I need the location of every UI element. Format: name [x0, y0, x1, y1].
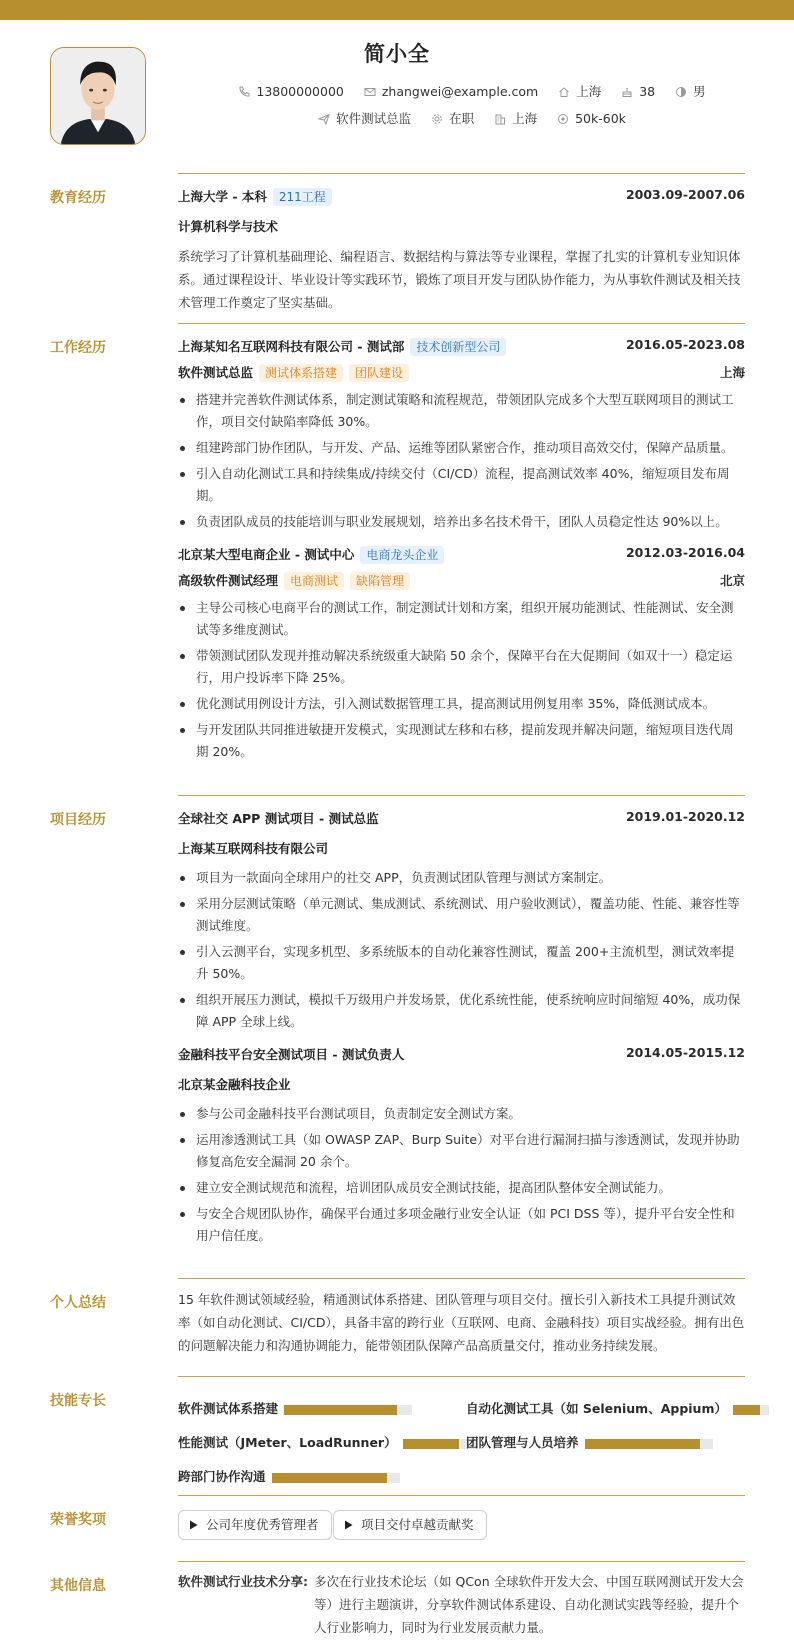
skill-bar [733, 1405, 769, 1415]
list-item: 组建跨部门协作团队，与开发、产品、运维等团队紧密合作，推动项目高效交付，保障产品质量。 [178, 437, 745, 459]
project-bullets [178, 867, 745, 1033]
list-item: 引入自动化测试工具和持续集成/持续交付（CI/CD）流程，提高测试效率 40%，缩短项目发布周期。 [178, 463, 745, 507]
job-role-row [178, 571, 745, 593]
education-body [178, 173, 745, 314]
project-period: 2014.05-2015.12 [625, 1045, 745, 1060]
email-icon [364, 86, 376, 98]
skill-name: 软件测试体系搭建 [178, 1401, 279, 1416]
skill-bar [272, 1473, 400, 1483]
location-info [558, 82, 601, 100]
position-info [318, 109, 411, 127]
other-body [178, 1561, 745, 1639]
skill-name: 跨部门协作沟通 [178, 1469, 266, 1484]
school-tag: 211工程 [273, 188, 332, 206]
job-role: 软件测试总监 [178, 365, 254, 380]
job-role: 高级软件测试经理 [178, 573, 279, 588]
building-icon [494, 113, 506, 125]
home-icon [558, 86, 570, 98]
skill-name: 性能测试（JMeter、LoadRunner） [178, 1435, 397, 1450]
skill-bar-fill [733, 1405, 760, 1415]
award-label: 公司年度优秀管理者 [206, 1517, 319, 1532]
awards-body [178, 1495, 745, 1557]
skill-bar [585, 1439, 713, 1449]
job-entry [178, 545, 745, 763]
list-item: 与安全合规团队协作，确保平台通过多项金融行业安全认证（如 PCI DSS 等），提升平台安全性和用户信任度。 [178, 1203, 745, 1247]
location-text: 上海 [576, 84, 602, 99]
salary-text: 50k-60k [575, 111, 626, 126]
skill-bar-fill [403, 1439, 459, 1449]
coin-icon [557, 113, 569, 125]
summary-body [178, 1278, 745, 1357]
job-city: 北京 [719, 573, 745, 588]
project-bullets [178, 1103, 745, 1247]
job-info-row [150, 109, 794, 127]
skill-name: 团队管理与人员培养 [466, 1435, 579, 1450]
skill-item [178, 1467, 400, 1485]
job-company: 上海某知名互联网科技有限公司 - 测试部 [178, 339, 405, 354]
project-header [178, 1045, 745, 1067]
top-accent-bar [0, 0, 794, 20]
company-tag: 电商龙头企业 [360, 546, 444, 564]
project-entry [178, 1045, 745, 1247]
skill-item [178, 1399, 412, 1417]
job-period: 2016.05-2023.08 [625, 337, 745, 352]
other-info-item [178, 1570, 745, 1639]
job-role-row [178, 363, 745, 385]
skill-bar-fill [272, 1473, 387, 1483]
play-icon [344, 1520, 353, 1530]
gear-icon [431, 113, 443, 125]
company-tag: 技术创新型公司 [410, 338, 506, 356]
age-info [621, 84, 655, 99]
list-item: 与开发团队共同推进敏捷开发模式，实现测试左移和右移，提前发现并解决问题，缩短项目迭代周期 20%。 [178, 719, 745, 763]
gender-info [675, 82, 706, 100]
project-company-row [178, 839, 745, 861]
list-item: 搭建并完善软件测试体系，制定测试策略和流程规范，带领团队完成多个大型互联网项目的测试工作，项目交付缺陷率降低 30%。 [178, 389, 745, 433]
email-text: zhangwei@example.com [381, 84, 539, 99]
skill-bar-fill [284, 1405, 397, 1415]
phone-icon [238, 86, 250, 98]
phone-info [238, 84, 343, 99]
education-description: 系统学习了计算机基础理论、编程语言、数据结构与算法等专业课程，掌握了扎实的计算机专业知识体系。通过课程设计、毕业设计等实践环节，锻炼了项目开发与团队协作能力，为从事软件测试及相关技术管理工作奠定了坚实基础。 [178, 249, 741, 310]
skills-body [178, 1376, 745, 1492]
major-row [178, 217, 745, 239]
skill-item [178, 1433, 478, 1451]
gender-text: 男 [693, 84, 706, 99]
project-company-row [178, 1075, 745, 1097]
role-tag: 团队建设 [349, 364, 409, 382]
major-name: 计算机科学与技术 [178, 219, 279, 234]
summary-title: 个人总结 [50, 1295, 106, 1311]
other-title: 其他信息 [50, 1578, 106, 1594]
other-label: 软件测试行业技术分享: [178, 1574, 308, 1589]
position-text: 软件测试总监 [336, 111, 412, 126]
phone-text: 13800000000 [256, 84, 344, 99]
project-company: 上海某互联网科技有限公司 [178, 841, 329, 856]
role-tag: 电商测试 [284, 572, 344, 590]
email-info [364, 84, 538, 99]
contact-info-row [150, 82, 794, 100]
list-item: 引入云测平台，实现多机型、多系统版本的自动化兼容性测试，覆盖 200+主流机型，测试效率提升 50%。 [178, 941, 745, 985]
other-text: 多次在行业技术论坛（如 QCon 全球软件开发大会、中国互联网测试开发大会等）进行主题演讲，分享软件测试体系建设、自动化测试实践等经验，提升个人行业影响力，同时为行业发展贡献力量。 [314, 1574, 744, 1635]
work-title: 工作经历 [50, 340, 106, 356]
project-company: 北京某金融科技企业 [178, 1077, 291, 1092]
cake-icon [621, 86, 633, 98]
job-city: 上海 [719, 365, 745, 380]
awards-title: 荣誉奖项 [50, 1512, 106, 1528]
skills-title: 技能专长 [50, 1393, 106, 1409]
projects-title: 项目经历 [50, 812, 106, 828]
award-label: 项目交付卓越贡献奖 [361, 1517, 474, 1532]
education-period: 2003.09-2007.06 [625, 187, 745, 202]
school-name: 上海大学 - 本科 [178, 189, 267, 204]
list-item: 优化测试用例设计方法，引入测试数据管理工具，提高测试用例复用率 35%，降低测试成本。 [178, 693, 745, 715]
salary-info [557, 111, 626, 126]
education-header [178, 187, 745, 209]
project-name: 金融科技平台安全测试项目 - 测试负责人 [178, 1047, 405, 1062]
role-tag: 缺陷管理 [350, 572, 410, 590]
job-header [178, 337, 745, 359]
list-item: 带领测试团队发现并推动解决系统级重大缺陷 50 余个，保障平台在大促期间（如双十一）稳定运行，用户投诉率下降 25%。 [178, 645, 745, 689]
job-bullets [178, 389, 745, 533]
work-body [178, 323, 745, 767]
project-period: 2019.01-2020.12 [625, 809, 745, 824]
age-text: 38 [639, 84, 656, 99]
award-item [178, 1510, 332, 1540]
list-item: 主导公司核心电商平台的测试工作，制定测试计划和方案，组织开展功能测试、性能测试、安全测试等多维度测试。 [178, 597, 745, 641]
job-period: 2012.03-2016.04 [625, 545, 745, 560]
skill-item [466, 1399, 769, 1417]
target-city-info [494, 109, 537, 127]
skill-bar-fill [585, 1439, 700, 1449]
list-item: 项目为一款面向全球用户的社交 APP，负责测试团队管理与测试方案制定。 [178, 867, 745, 889]
project-header [178, 809, 745, 831]
job-company: 北京某大型电商企业 - 测试中心 [178, 547, 355, 562]
list-item: 负责团队成员的技能培训与职业发展规划，培养出多名技术骨干，团队人员稳定性达 90%以上。 [178, 511, 745, 533]
target-city-text: 上海 [512, 111, 538, 126]
status-info [431, 109, 474, 127]
summary-text: 15 年软件测试领域经验，精通测试体系搭建、团队管理与项目交付。擅长引入新技术工具提升测试效率（如自动化测试、CI/CD），具备丰富的跨行业（互联网、电商、金融科技）项目实战经验。拥有出色的问题解决能力和沟通协调能力，能带领团队保障产品高质量交付，推动业务持续发展。 [178, 1292, 745, 1353]
list-item: 运用渗透测试工具（如 OWASP ZAP、Burp Suite）对平台进行漏洞扫描与渗透测试，发现并协助修复高危安全漏洞 20 余个。 [178, 1129, 745, 1173]
role-tag: 测试体系搭建 [259, 364, 343, 382]
list-item: 组织开展压力测试，模拟千万级用户并发场景，优化系统性能，使系统响应时间缩短 40%，成功保障 APP 全球上线。 [178, 989, 745, 1033]
education-title: 教育经历 [50, 190, 106, 206]
job-bullets [178, 597, 745, 763]
skill-name: 自动化测试工具（如 Selenium、Appium） [466, 1401, 727, 1416]
projects-body [178, 795, 745, 1251]
skill-bar [284, 1405, 412, 1415]
play-icon [189, 1520, 198, 1530]
job-header [178, 545, 745, 567]
award-item [333, 1510, 487, 1540]
project-name: 全球社交 APP 测试项目 - 测试总监 [178, 811, 379, 826]
job-entry [178, 337, 745, 533]
skill-item [466, 1433, 713, 1451]
list-item: 建立安全测试规范和流程，培训团队成员安全测试技能，提高团队整体安全测试能力。 [178, 1177, 745, 1199]
gender-icon [675, 86, 687, 98]
project-entry [178, 809, 745, 1033]
send-icon [318, 113, 330, 125]
candidate-name: 简小全 [364, 42, 430, 66]
list-item: 采用分层测试策略（单元测试、集成测试、系统测试、用户验收测试），覆盖功能、性能、兼容性等测试维度。 [178, 893, 745, 937]
status-text: 在职 [449, 111, 475, 126]
list-item: 参与公司金融科技平台测试项目，负责制定安全测试方案。 [178, 1103, 745, 1125]
